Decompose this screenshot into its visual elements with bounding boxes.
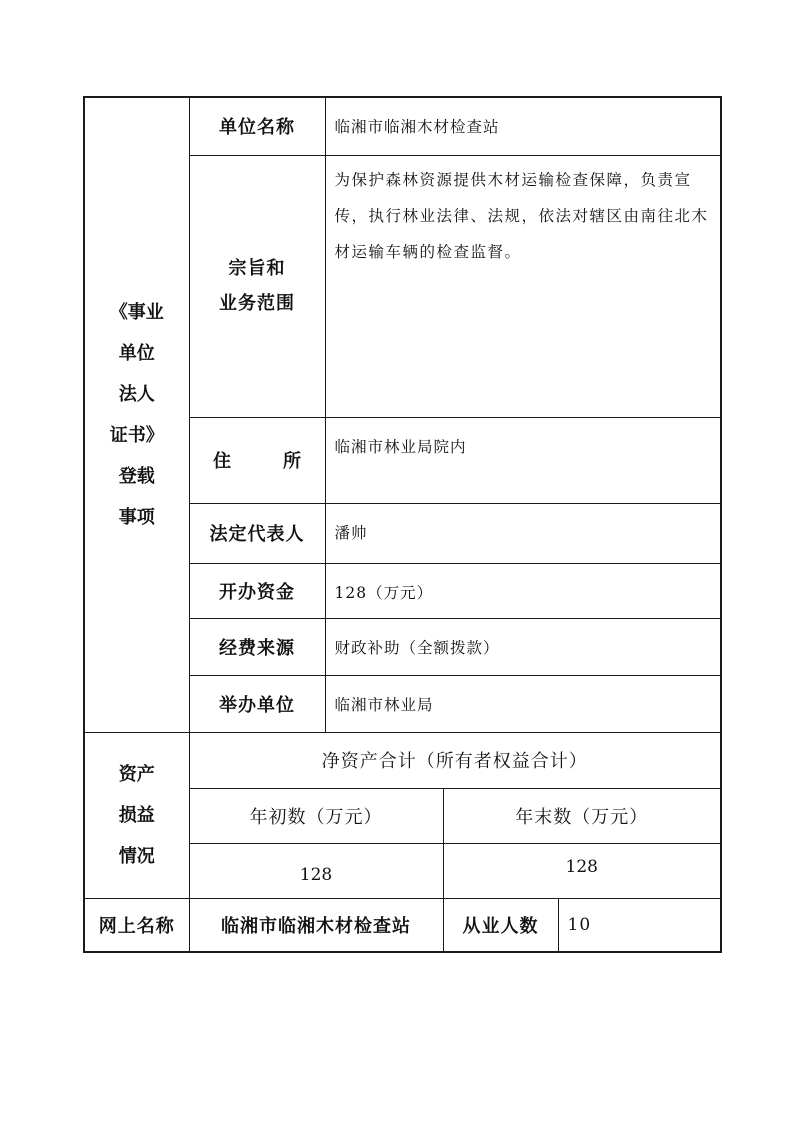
sponsor-label: 举办单位 [189, 675, 325, 732]
legal-rep-value: 潘帅 [325, 503, 721, 563]
capital-label: 开办资金 [189, 563, 325, 618]
assets-side-label: 资产 损益 情况 [84, 732, 189, 898]
begin-year-label: 年初数（万元） [189, 788, 443, 843]
unit-name-label: 单位名称 [189, 97, 325, 155]
end-year-label: 年末数（万元） [443, 788, 721, 843]
certificate-table [83, 96, 722, 953]
purpose-label: 宗旨和 业务范围 [189, 155, 325, 417]
funding-label: 经费来源 [189, 618, 325, 675]
net-assets-header: 净资产合计（所有者权益合计） [189, 732, 721, 788]
end-year-value: 128 [443, 843, 721, 898]
begin-year-value: 128 [189, 843, 443, 898]
staff-count-value: 10 [558, 898, 721, 952]
sponsor-value: 临湘市林业局 [325, 675, 721, 732]
purpose-value: 为保护森林资源提供木材运输检查保障，负责宣传，执行林业法律、法规，依法对辖区由南往北木材运输车辆的检查监督。 [325, 155, 721, 417]
capital-value: 128（万元） [325, 563, 721, 618]
address-value: 临湘市林业局院内 [325, 417, 721, 503]
legal-rep-label: 法定代表人 [189, 503, 325, 563]
address-label: 住 所 [189, 417, 325, 503]
unit-name-value: 临湘市临湘木材检查站 [325, 97, 721, 155]
online-name-value: 临湘市临湘木材检查站 [189, 898, 443, 952]
registration-side-label: 《事业 单位 法人 证书》 登载 事项 [84, 97, 189, 732]
staff-count-label: 从业人数 [443, 898, 558, 952]
online-name-label: 网上名称 [84, 898, 189, 952]
funding-value: 财政补助（全额拨款） [325, 618, 721, 675]
